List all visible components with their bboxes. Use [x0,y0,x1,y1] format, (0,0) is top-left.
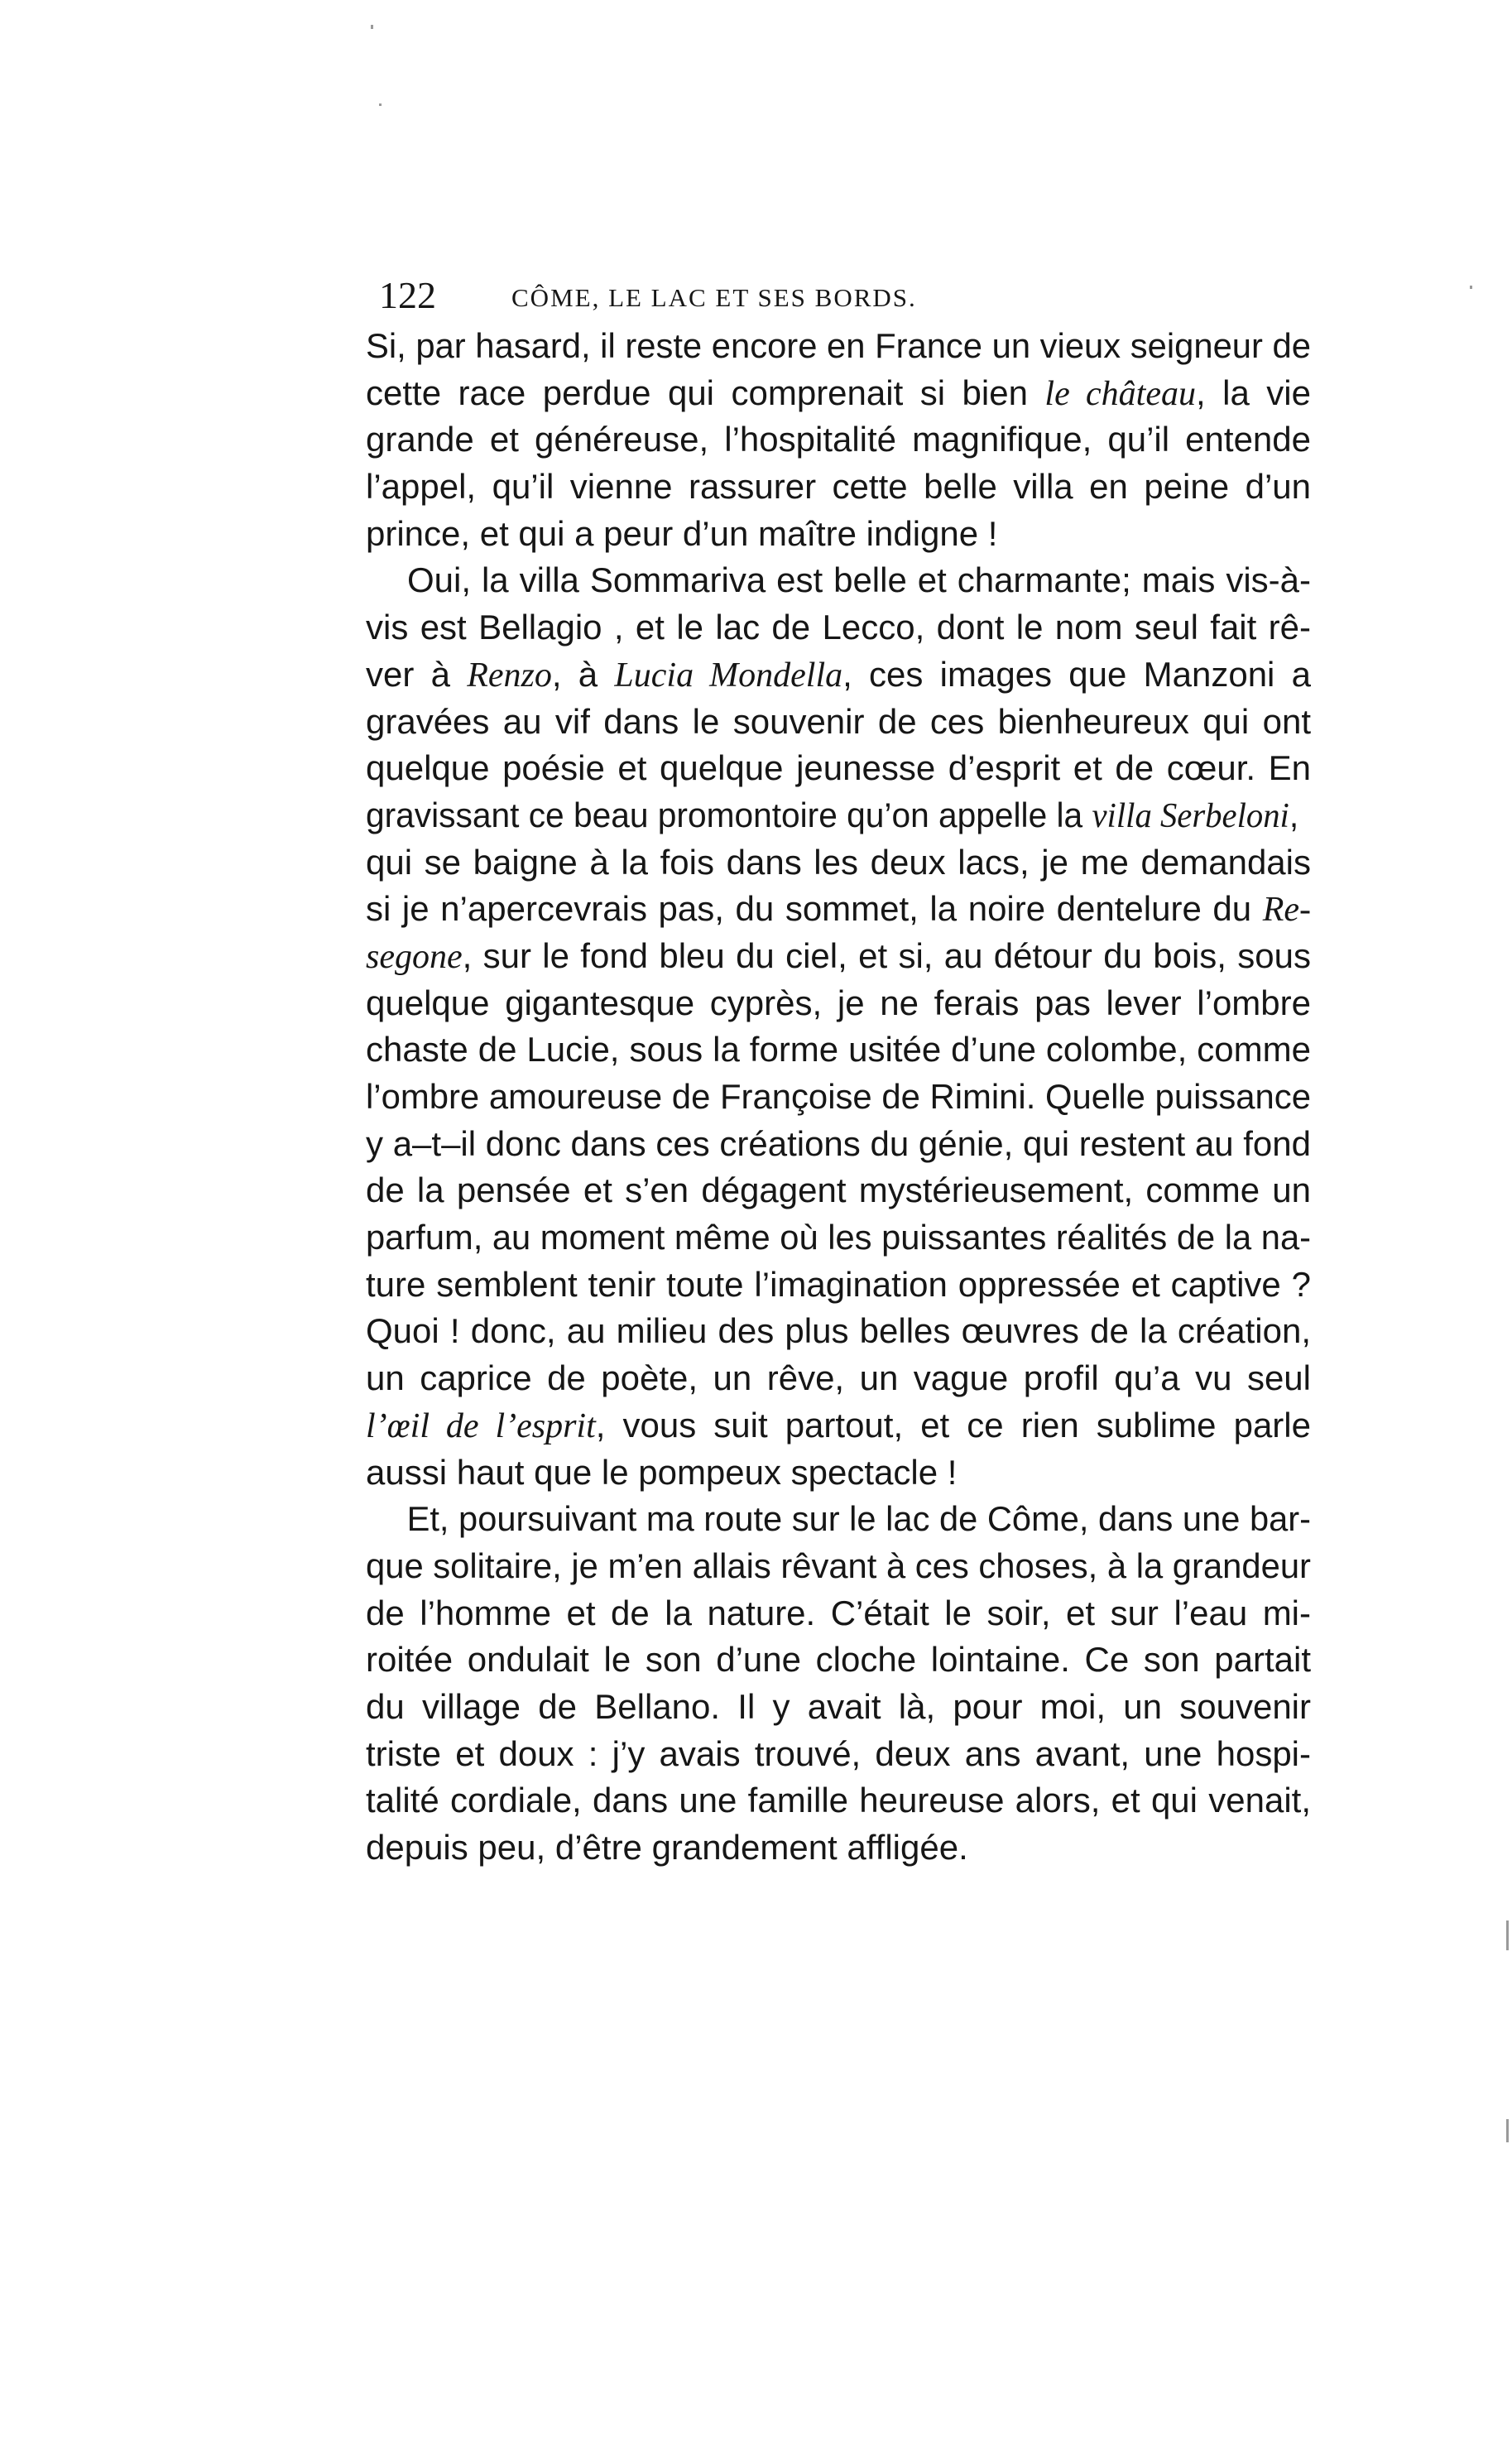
text-line: segone, sur le fond bleu du ciel, et si, au détour du bois, sous [366,935,1311,976]
text-line: vis est Bellagio , et le lac de Lecco, dont le nom seul fait rê- [366,608,1311,647]
text-line: ture semblent tenir toute l’imagination oppressée et captive ? [366,1264,1311,1304]
text-line: talité cordiale, dans une famille heureuse alors, et qui venait, [366,1781,1311,1820]
scan-speck [1470,286,1472,289]
scan-speck [379,103,382,106]
text-line: triste et doux : j’y avais trouvé, deux ans avant, une hospi- [366,1733,1311,1773]
body-text [366,323,1311,1872]
text-line: y a–t–il donc dans ces créations du génie, qui restent au fond [366,1123,1311,1163]
text-line: aussi haut que le pompeux spectacle ! [366,1452,958,1492]
text-line: un caprice de poète, un rêve, un vague profil qu’a vu seul [366,1358,1311,1398]
text-line: l’œil de l’esprit, vous suit partout, et ce rien sublime parle [366,1405,1311,1445]
page-header [379,271,1314,320]
scan-speck [1506,1920,1509,1950]
text-line: chaste de Lucie, sous la forme usitée d’une colombe, comme [366,1030,1311,1070]
text-line: que solitaire, je m’en allais rêvant à ces choses, à la grandeur [366,1545,1311,1585]
page-number: 122 [379,274,436,316]
text-line: quelque poésie et quelque jeunesse d’esprit et de cœur. En [366,748,1311,788]
text-line: Oui, la villa Sommariva est belle et charmante; mais vis-à- [407,560,1311,600]
text-line: depuis peu, d’être grandement affligée. [366,1828,968,1867]
text-line: quelque gigantesque cyprès, je ne ferais pas lever l’ombre [366,983,1311,1022]
text-line: Quoi ! donc, au milieu des plus belles œuvres de la création, [366,1311,1311,1351]
scan-speck [371,25,373,29]
text-line: l’appel, qu’il vienne rassurer cette belle villa en peine d’un [366,467,1311,507]
text-line: Et, poursuivant ma route sur le lac de Côme, dans une bar- [406,1499,1311,1539]
text-line: Si, par hasard, il reste encore en France un vieux seigneur de [366,326,1311,365]
paragraph [366,1496,1311,1872]
text-line: gravissant ce beau promontoire qu’on appelle la villa Serbeloni, [366,795,1299,835]
text-line: de la pensée et s’en dégagent mystérieusement, comme un [366,1171,1311,1210]
text-line: gravées au vif dans le souvenir de ces bienheureux qui ont [366,701,1311,741]
paragraph [366,557,1311,1496]
running-title: CÔME, LE LAC ET SES BORDS. [511,283,917,312]
text-line: de l’homme et de la nature. C’était le soir, et sur l’eau mi- [366,1593,1311,1632]
paragraph [366,323,1311,557]
text-line: ver à Renzo, à Lucia Mondella, ces images que Manzoni a [366,654,1311,695]
text-line: du village de Bellano. Il y avait là, pour moi, un souvenir [366,1686,1311,1726]
text-line: grande et généreuse, l’hospitalité magnifique, qu’il entende [366,420,1311,459]
scan-speck [1506,2119,1509,2142]
text-line: parfum, au moment même où les puissantes réalités de la na- [366,1218,1312,1257]
text-line: cette race perdue qui comprenait si bien le château, la vie [366,373,1311,413]
text-line: qui se baigne à la fois dans les deux lacs, je me demandais [366,842,1311,882]
text-line: si je n’apercevrais pas, du sommet, la noire dentelure du Re- [366,889,1311,930]
text-line: prince, et qui a peur d’un maître indigne ! [366,513,998,553]
text-line: roitée ondulait le son d’une cloche lointaine. Ce son partait [366,1640,1311,1680]
text-line: l’ombre amoureuse de Françoise de Rimini. Quelle puissance [366,1077,1311,1116]
